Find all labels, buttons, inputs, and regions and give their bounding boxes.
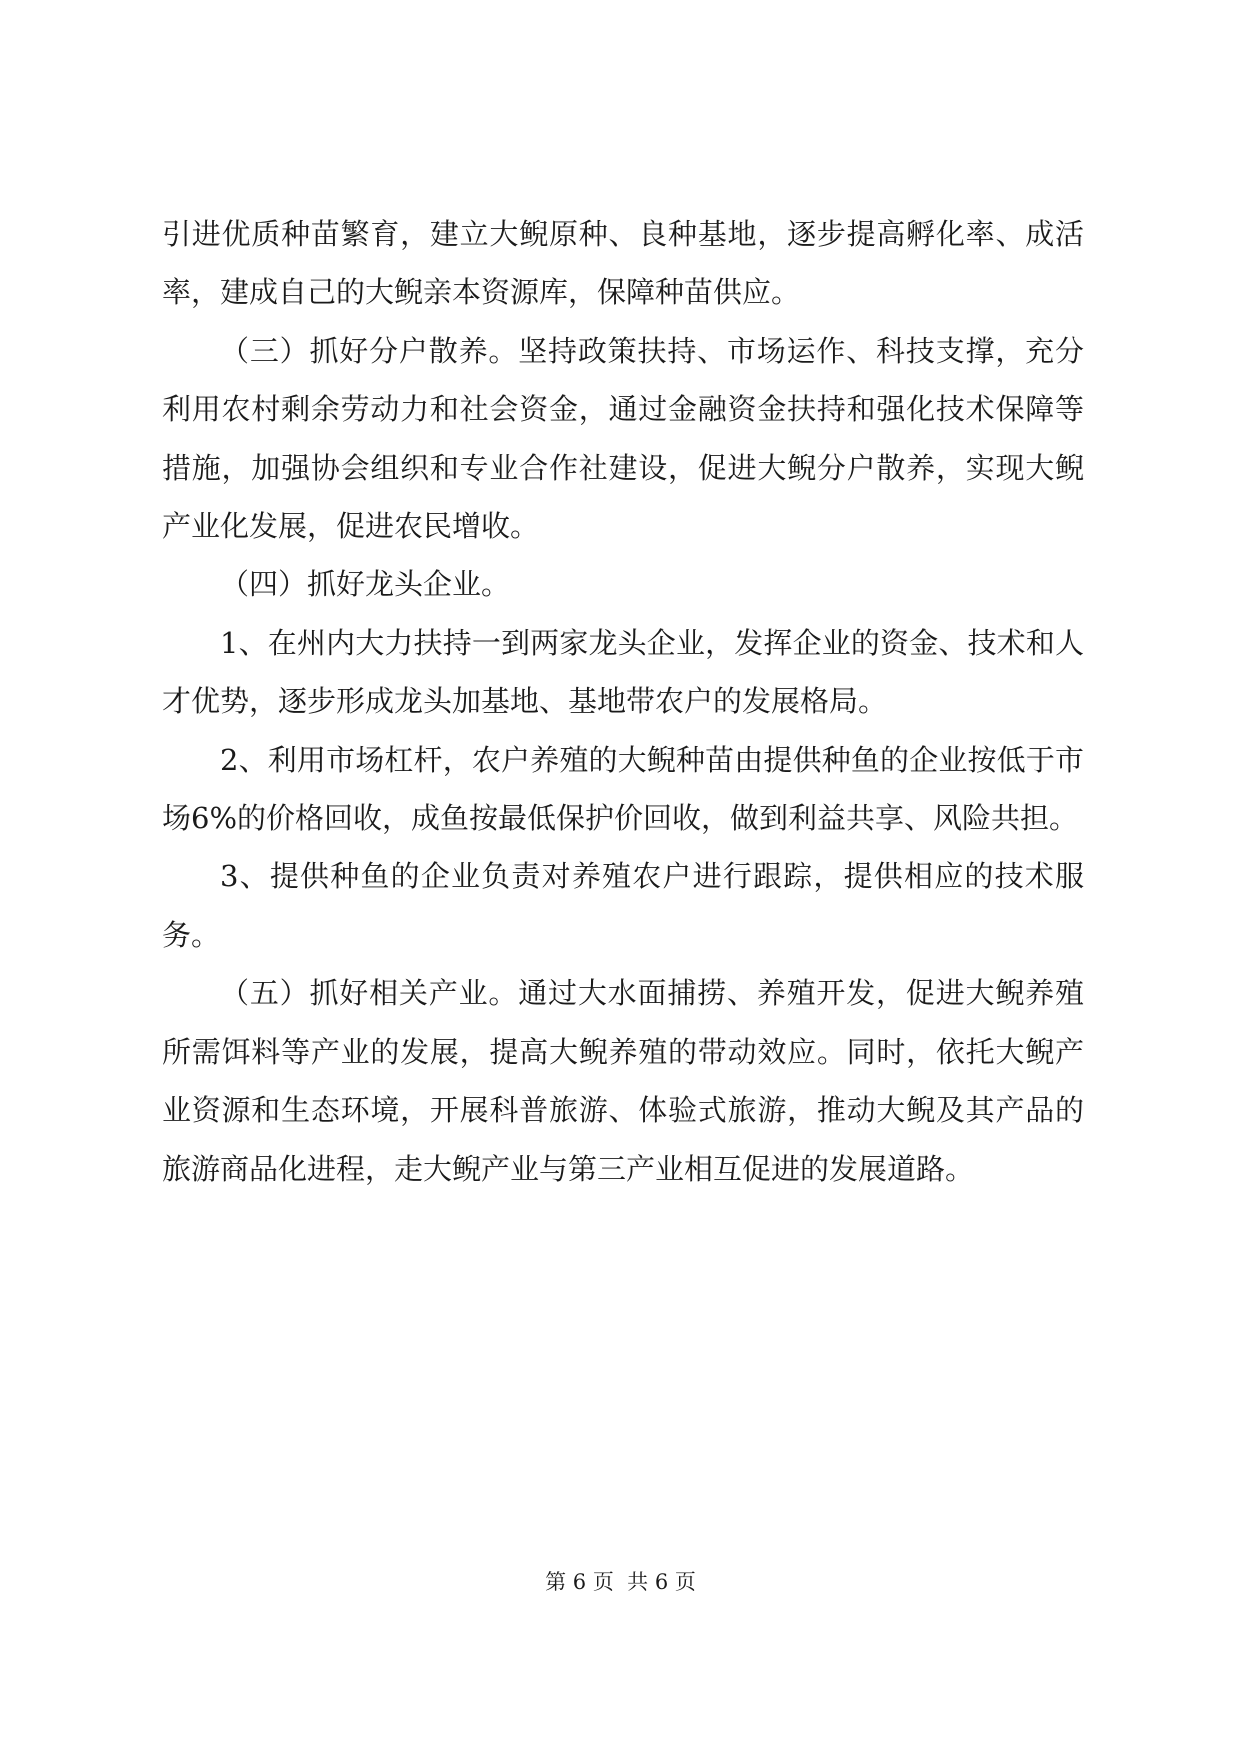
paragraph-section-4-heading: （四）抓好龙头企业。 [220,567,511,602]
paragraph-item-2: 2、利用市场杠杆，农户养殖的大鲵种苗由提供种鱼的企业按低于市场6%的价格回收，成鱼按最低保护价回收，做到利益共享、风险共担。 [162,742,1084,836]
page-number-footer: 第 6 页 共 6 页 [545,1570,696,1594]
paragraph-item-1: 1、在州内大力扶持一到两家龙头企业，发挥企业的资金、技术和人才优势，逐步形成龙头加基地、基地带农户的发展格局。 [162,625,1084,719]
body-text [162,205,1084,1198]
paragraph-section-5: （五）抓好相关产业。通过大水面捕捞、养殖开发，促进大鲵养殖所需饵料等产业的发展，提高大鲵养殖的带动效应。同时，依托大鲵产业资源和生态环境，开展科普旅游、体验式旅游，推动大鲵及其产品的旅游商品化进程，走大鲵产业与第三产业相互促进的发展道路。 [162,976,1084,1186]
paragraph-item-3: 3、提供种鱼的企业负责对养殖农户进行跟踪，提供相应的技术服务。 [162,859,1084,952]
paragraph-continuation: 引进优质种苗繁育，建立大鲵原种、良种基地，逐步提高孵化率、成活率，建成自己的大鲵亲本资源库，保障种苗供应。 [162,217,1084,310]
paragraph-section-3: （三）抓好分户散养。坚持政策扶持、市场运作、科技支撑，充分利用农村剩余劳动力和社会资金，通过金融资金扶持和强化技术保障等措施，加强协会组织和专业合作社建设，促进大鲵分户散养，实现大鲵产业化发展，促进农民增收。 [162,333,1084,544]
